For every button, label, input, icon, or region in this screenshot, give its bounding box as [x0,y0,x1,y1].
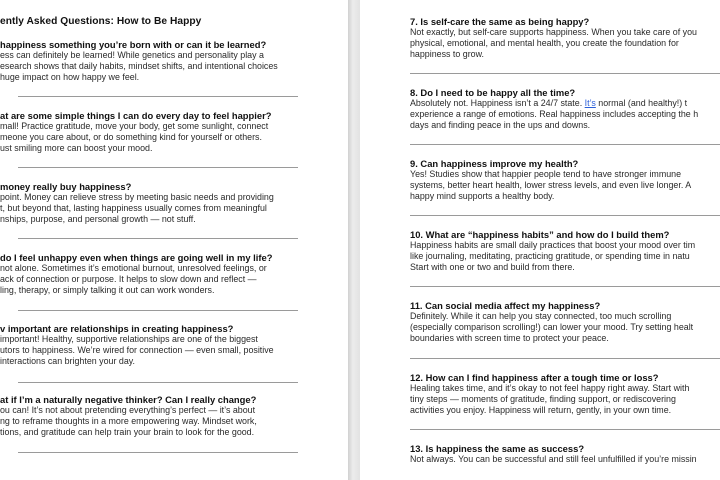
divider [410,73,720,74]
faq-answer [0,121,271,154]
answer-line: ack of connection or purpose. It helps to slow down and reflect — [0,274,257,284]
answer-line: days and finding peace in the ups and downs. [410,120,591,130]
divider [410,358,720,359]
answer-line: Healing takes time, and it’s okay to not feel happy right away. Start with [410,383,690,393]
answer-line: not alone. Sometimes it’s emotional burnout, unresolved feelings, or [0,263,267,273]
faq-answer [0,334,274,367]
faq-question: 8. Do I need to be happy all the time? [410,87,576,98]
faq-question: 11. Can social media affect my happiness? [410,300,601,311]
answer-line: ng to reframe thoughts in a more empowering way. Mindset work, [0,416,257,426]
answer-line: Definitely. While it can help you stay connected, too much scrolling [410,311,672,321]
faq-question: 12. How can I find happiness after a tough time or loss? [410,372,659,383]
faq-item-1 [0,39,278,83]
faq-answer [410,383,689,416]
answer-line: experience a range of emotions. Real happiness includes accepting the h [410,109,699,119]
answer-line: Start with one or two and build from there. [410,262,575,272]
page-gutter [348,0,360,480]
answer-line: point. Money can relieve stress by meeting basic needs and providing [0,192,274,202]
divider [18,452,298,453]
answer-line: utors to happiness. We’re wired for connection — even small, positive [0,345,274,355]
answer-line: systems, better heart health, lower stress levels, and even live longer. A [410,180,692,190]
faq-question: money really buy happiness? [0,181,132,192]
faq-item-3 [0,181,274,225]
faq-item-13 [410,443,697,465]
faq-answer [0,50,278,83]
answer-line: t, but beyond that, lasting happiness usually comes from meaningful [0,203,267,213]
faq-question: 9. Can happiness improve my health? [410,158,579,169]
answer-line-end: normal (and healthy!) t [595,98,688,108]
answer-line: interactions can brighten your day. [0,356,136,366]
faq-answer [410,311,693,344]
divider [18,96,298,97]
faq-question: 7. Is self-care the same as being happy? [410,16,590,27]
document-page-left [0,0,348,480]
answer-line: Yes! Studies show that happier people tend to have stronger immune [410,169,682,179]
divider [410,144,720,145]
answer-line: mall! Practice gratitude, move your body, get some sunlight, connect [0,121,269,131]
faq-answer [410,27,697,60]
spellcheck-underlined-word[interactable]: It’s [584,98,596,108]
faq-item-6 [0,394,257,438]
faq-item-2 [0,110,271,154]
answer-line: Not always. You can be successful and still feel unfulfilled if you’re missin [410,454,697,464]
divider [18,238,298,239]
faq-question: at are some simple things I can do every day to feel happier? [0,110,272,121]
answer-line: tions, and gratitude can help train your brain to look for the good. [0,427,255,437]
answer-line: nships, purpose, and personal growth — not stuff. [0,214,196,224]
answer-line: Happiness habits are small daily practices that boost your mood over tim [410,240,696,250]
faq-question: happiness something you’re born with or can it be learned? [0,39,267,50]
answer-line: happy mind supports a healthy body. [410,191,555,201]
faq-answer [410,169,691,202]
answer-line: ess can definitely be learned! While genetics and personality play a [0,50,264,60]
answer-line: (especially comparison scrolling!) can lower your mood. Try setting healt [410,322,694,332]
divider [410,215,720,216]
divider [18,382,298,383]
faq-answer [0,405,257,438]
divider [410,429,720,430]
answer-line: boundaries with screen time to protect your peace. [410,333,609,343]
answer-line: activities you enjoy. Happiness will return, gently, in your own time. [410,405,672,415]
faq-item-7 [410,16,697,60]
answer-line [410,98,698,109]
faq-answer [0,263,272,296]
answer-line: ling, therapy, or simply talking it out can work wonders. [0,285,215,295]
faq-question: at if I’m a naturally negative thinker? Can I really change? [0,394,257,405]
faq-question: v important are relationships in creating happiness? [0,323,234,334]
answer-line: like journaling, meditating, practicing gratitude, or spending time in natu [410,251,690,261]
answer-line: huge impact on how happy we feel. [0,72,140,82]
faq-item-4 [0,252,272,296]
faq-answer [410,98,698,131]
answer-line: meone you care about, or do something kind for yourself or others. [0,132,262,142]
answer-line: tiny steps — moments of gratitude, finding support, or rediscovering [410,394,676,404]
faq-item-5 [0,323,274,367]
answer-line-start: Absolutely not. Happiness isn’t a 24/7 state. [410,98,585,108]
answer-line: Not exactly, but self-care supports happiness. When you take care of you [410,27,697,37]
faq-answer [410,454,697,465]
faq-question: 13. Is happiness the same as success? [410,443,585,454]
divider [18,167,298,168]
faq-item-11 [410,300,693,344]
page-title: ently Asked Questions: How to Be Happy [0,16,202,27]
answer-line: esearch shows that daily habits, mindset shifts, and intentional choices [0,61,278,71]
faq-item-10 [410,229,695,273]
faq-item-8 [410,87,698,131]
document-page-right [360,0,720,480]
faq-answer [410,240,695,273]
faq-question: 10. What are “happiness habits” and how do I build them? [410,229,670,240]
answer-line: physical, emotional, and mental health, you create the foundation for [410,38,679,48]
answer-line: happiness to grow. [410,49,485,59]
divider [18,310,298,311]
divider [410,286,720,287]
answer-line: ou can! It’s not about pretending everything’s perfect — it’s about [0,405,256,415]
answer-line: important! Healthy, supportive relationships are one of the biggest [0,334,258,344]
faq-item-12 [410,372,689,416]
faq-item-9 [410,158,691,202]
answer-line: ust smiling more can boost your mood. [0,143,153,153]
faq-answer [0,192,274,225]
faq-question: do I feel unhappy even when things are going well in my life? [0,252,273,263]
